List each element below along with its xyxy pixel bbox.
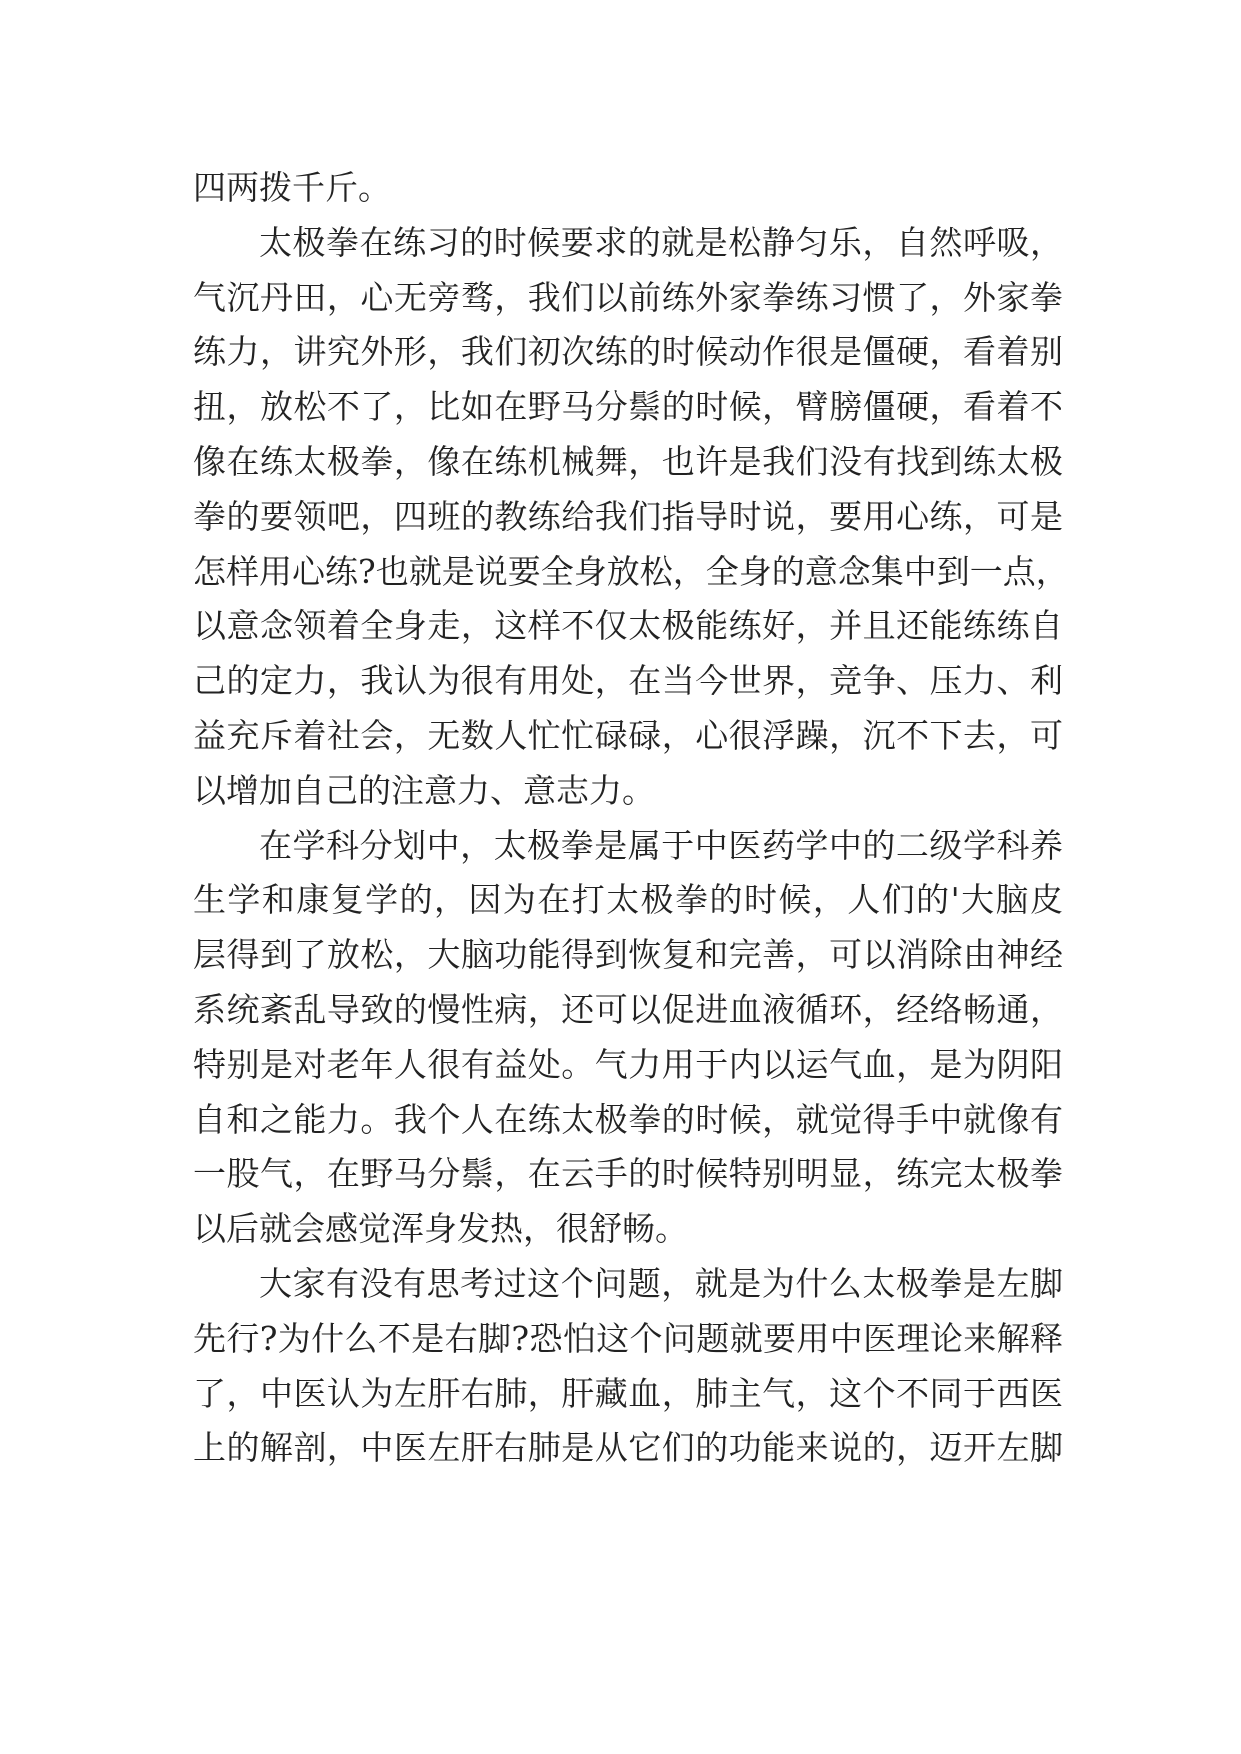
- paragraph-2: [193, 216, 1069, 819]
- text-line: 拳的要领吧，四班的教练给我们指导时说，要用心练，可是: [193, 496, 1063, 536]
- text-line: 以意念领着全身走，这样不仅太极能练好，并且还能练练自: [193, 606, 1063, 646]
- text-line: 己的定力，我认为很有用处，在当今世界，竞争、压力、利: [193, 661, 1063, 701]
- text-line: 益充斥着社会，无数人忙忙碌碌，心很浮躁，沉不下去，可: [193, 715, 1063, 755]
- text-line: 一股气，在野马分鬃，在云手的时候特别明显，练完太极拳: [193, 1154, 1063, 1194]
- paragraph-1: [193, 161, 1063, 216]
- text-line: 像在练太极拳，像在练机械舞，也许是我们没有找到练太极: [193, 441, 1063, 481]
- text-line: 练力，讲究外形，我们初次练的时候动作很是僵硬，看着别: [193, 332, 1063, 372]
- text-line: 先行?为什么不是右脚?恐怕这个问题就要用中医理论来解释: [193, 1318, 1063, 1358]
- text-line: 大家有没有思考过这个问题，就是为什么太极拳是左脚: [259, 1263, 1063, 1303]
- text-line: 自和之能力。我个人在练太极拳的时候，就觉得手中就像有: [193, 1099, 1063, 1139]
- paragraph-3: [193, 819, 1063, 1257]
- text-line: 以后就会感觉浑身发热，很舒畅。: [193, 1209, 688, 1249]
- text-line: 在学科分划中，太极拳是属于中医药学中的二级学科养: [259, 825, 1063, 865]
- text-line: 生学和康复学的，因为在打太极拳的时候，人们的'大脑皮: [193, 880, 1063, 920]
- text-line: 上的解剖，中医左肝右肺是从它们的功能来说的，迈开左脚: [193, 1428, 1063, 1468]
- text-line: 层得到了放松，大脑功能得到恢复和完善，可以消除由神经: [193, 935, 1063, 975]
- text-line: 了，中医认为左肝右肺，肝藏血，肺主气，这个不同于西医: [193, 1373, 1063, 1413]
- text-line: 四两拨千斤。: [193, 168, 391, 207]
- text-line: 气沉丹田，心无旁骛，我们以前练外家拳练习惯了，外家拳: [193, 277, 1063, 317]
- paragraph-4: [193, 1257, 1063, 1476]
- text-line: 太极拳在练习的时候要求的就是松静匀乐，自然呼吸，: [259, 222, 1063, 262]
- text-line: 怎样用心练?也就是说要全身放松，全身的意念集中到一点，: [193, 551, 1069, 591]
- text-line: 扭，放松不了，比如在野马分鬃的时候，臂膀僵硬，看着不: [193, 387, 1063, 427]
- document-body: [193, 161, 1069, 1476]
- text-line: 系统紊乱导致的慢性病，还可以促进血液循环，经络畅通，: [193, 989, 1063, 1029]
- text-line: 特别是对老年人很有益处。气力用于内以运气血，是为阴阳: [193, 1044, 1063, 1084]
- text-line: 以增加自己的注意力、意志力。: [193, 770, 655, 810]
